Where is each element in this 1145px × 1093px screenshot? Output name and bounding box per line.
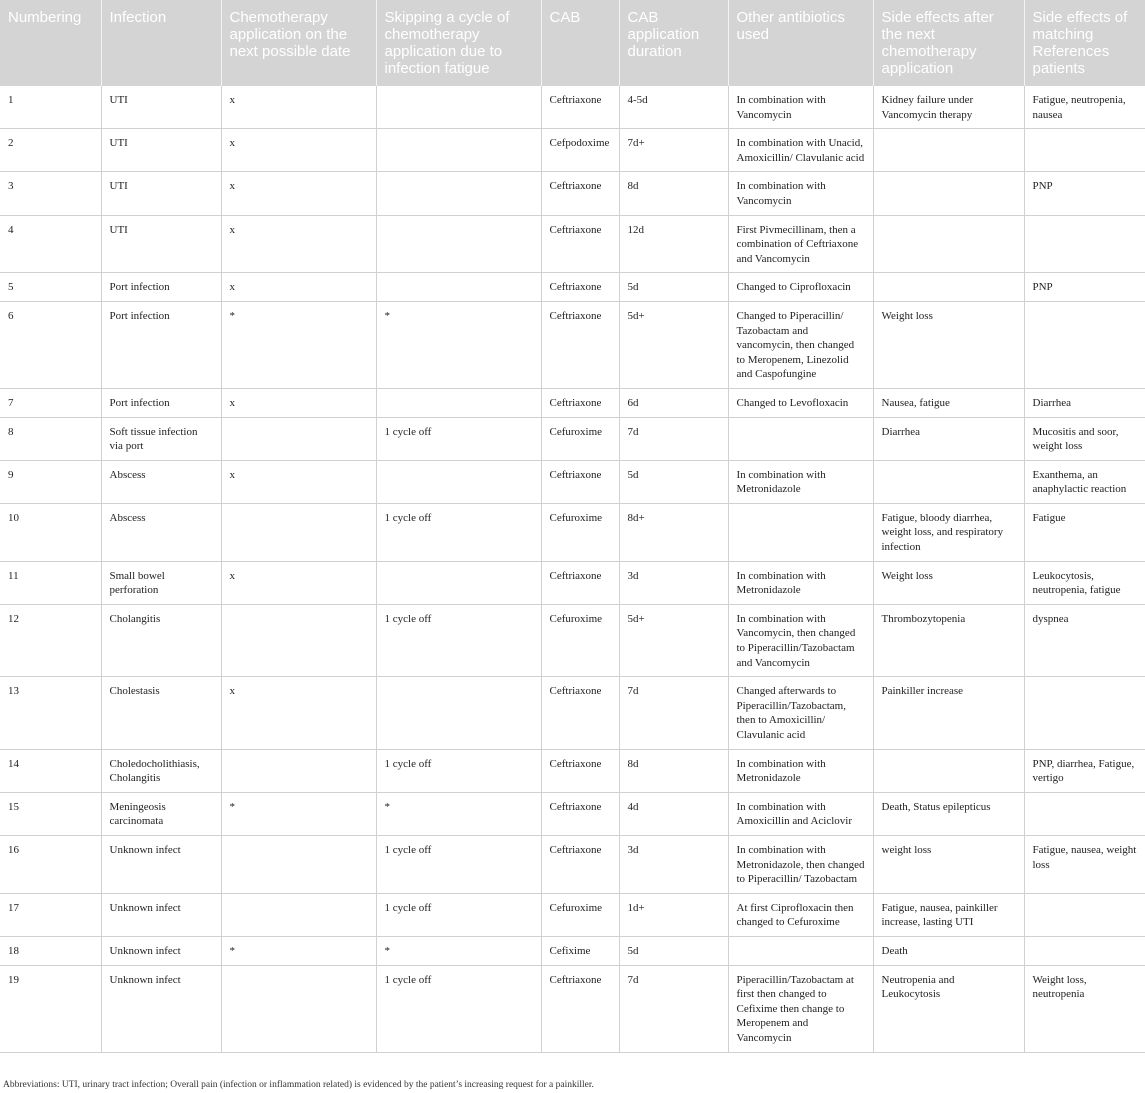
table-row (0, 936, 1145, 965)
cell-skipping-cycle (376, 273, 541, 302)
cell-numbering: 16 (0, 835, 101, 893)
cell-cab-duration: 5d (619, 460, 728, 503)
cell-numbering: 18 (0, 936, 101, 965)
cell-cab: Ceftriaxone (541, 460, 619, 503)
cell-chemo-next-date: x (221, 561, 376, 604)
cell-other-antibiotics: Changed to Ciprofloxacin (728, 273, 873, 302)
header-side-effects-next-chemo: Side effects after the next chemotherapy application (873, 0, 1024, 86)
cell-chemo-next-date (221, 893, 376, 936)
cell-side-effects-references: PNP (1024, 172, 1145, 215)
cell-cab-duration: 5d (619, 936, 728, 965)
cell-side-effects-next-chemo: Painkiller increase (873, 677, 1024, 749)
cell-side-effects-references (1024, 301, 1145, 388)
cell-cab: Ceftriaxone (541, 215, 619, 273)
cell-side-effects-next-chemo (873, 129, 1024, 172)
cell-chemo-next-date (221, 835, 376, 893)
cell-other-antibiotics: Changed to Piperacillin/ Tazobactam and vancomycin, then changed to Meropenem, Linezolid and Caspofungine (728, 301, 873, 388)
cell-numbering: 3 (0, 172, 101, 215)
cell-chemo-next-date: x (221, 460, 376, 503)
cell-cab-duration: 8d (619, 172, 728, 215)
cell-cab: Ceftriaxone (541, 388, 619, 417)
cell-skipping-cycle (376, 561, 541, 604)
cell-infection: Unknown infect (101, 835, 221, 893)
cell-numbering: 4 (0, 215, 101, 273)
cell-cab: Ceftriaxone (541, 835, 619, 893)
cell-skipping-cycle: * (376, 792, 541, 835)
cell-side-effects-references: Fatigue, neutropenia, nausea (1024, 86, 1145, 129)
cell-numbering: 9 (0, 460, 101, 503)
cell-cab-duration: 5d+ (619, 301, 728, 388)
table-row (0, 86, 1145, 129)
table-row (0, 172, 1145, 215)
cell-skipping-cycle (376, 677, 541, 749)
cell-skipping-cycle: 1 cycle off (376, 893, 541, 936)
cell-cab: Ceftriaxone (541, 301, 619, 388)
cell-cab-duration: 6d (619, 388, 728, 417)
table-body (0, 86, 1145, 1052)
cell-side-effects-references: Fatigue (1024, 503, 1145, 561)
header-numbering: Numbering (0, 0, 101, 86)
cell-other-antibiotics: In combination with Amoxicillin and Aciclovir (728, 792, 873, 835)
cell-cab: Ceftriaxone (541, 86, 619, 129)
header-infection: Infection (101, 0, 221, 86)
cell-side-effects-next-chemo: Death, Status epilepticus (873, 792, 1024, 835)
cell-side-effects-next-chemo: Neutropenia and Leukocytosis (873, 965, 1024, 1052)
cell-infection: Unknown infect (101, 936, 221, 965)
cell-other-antibiotics: In combination with Metronidazole (728, 749, 873, 792)
table-row (0, 965, 1145, 1052)
cell-chemo-next-date: * (221, 792, 376, 835)
cell-infection: Abscess (101, 503, 221, 561)
cell-side-effects-next-chemo: Thrombozytopenia (873, 604, 1024, 676)
cell-other-antibiotics: In combination with Unacid, Amoxicillin/ Clavulanic acid (728, 129, 873, 172)
cell-side-effects-next-chemo: Weight loss (873, 561, 1024, 604)
table-row (0, 215, 1145, 273)
cell-chemo-next-date: x (221, 129, 376, 172)
cell-side-effects-next-chemo: weight loss (873, 835, 1024, 893)
cell-infection: Small bowel perforation (101, 561, 221, 604)
cell-skipping-cycle (376, 215, 541, 273)
header-chemo-next-date: Chemotherapy application on the next possible date (221, 0, 376, 86)
cell-other-antibiotics (728, 417, 873, 460)
cell-side-effects-next-chemo: Kidney failure under Vancomycin therapy (873, 86, 1024, 129)
cell-side-effects-references: Diarrhea (1024, 388, 1145, 417)
cell-infection: Port infection (101, 301, 221, 388)
cell-chemo-next-date (221, 965, 376, 1052)
cell-cab: Cefpodoxime (541, 129, 619, 172)
cell-cab-duration: 7d+ (619, 129, 728, 172)
table-row (0, 503, 1145, 561)
cell-other-antibiotics: In combination with Metronidazole, then changed to Piperacillin/ Tazobactam (728, 835, 873, 893)
table-row (0, 417, 1145, 460)
cell-chemo-next-date: x (221, 388, 376, 417)
cell-infection: Port infection (101, 388, 221, 417)
cell-skipping-cycle: 1 cycle off (376, 604, 541, 676)
cell-skipping-cycle (376, 129, 541, 172)
cell-infection: Unknown infect (101, 965, 221, 1052)
cell-cab-duration: 7d (619, 417, 728, 460)
cell-cab: Ceftriaxone (541, 561, 619, 604)
header-side-effects-references: Side effects of matching References patients (1024, 0, 1145, 86)
cell-side-effects-references: Fatigue, nausea, weight loss (1024, 835, 1145, 893)
cell-side-effects-references: Leukocytosis, neutropenia, fatigue (1024, 561, 1145, 604)
table-row (0, 749, 1145, 792)
cell-chemo-next-date: x (221, 215, 376, 273)
cell-cab-duration: 3d (619, 835, 728, 893)
cell-skipping-cycle: * (376, 936, 541, 965)
cell-other-antibiotics: Changed afterwards to Piperacillin/Tazobactam, then to Amoxicillin/ Clavulanic acid (728, 677, 873, 749)
cell-side-effects-references: Weight loss, neutropenia (1024, 965, 1145, 1052)
cell-skipping-cycle: 1 cycle off (376, 417, 541, 460)
cell-infection: UTI (101, 215, 221, 273)
cell-side-effects-next-chemo (873, 273, 1024, 302)
cell-cab: Cefuroxime (541, 503, 619, 561)
cell-cab-duration: 5d (619, 273, 728, 302)
cell-chemo-next-date: x (221, 86, 376, 129)
cell-other-antibiotics: Piperacillin/Tazobactam at first then changed to Cefixime then change to Meropenem and Vancomycin (728, 965, 873, 1052)
cell-side-effects-references (1024, 893, 1145, 936)
cell-other-antibiotics: First Pivmecillinam, then a combination of Ceftriaxone and Vancomycin (728, 215, 873, 273)
header-cab: CAB (541, 0, 619, 86)
cell-cab: Cefuroxime (541, 417, 619, 460)
cell-cab-duration: 7d (619, 965, 728, 1052)
cell-side-effects-next-chemo (873, 460, 1024, 503)
cell-cab: Ceftriaxone (541, 172, 619, 215)
cell-side-effects-references (1024, 129, 1145, 172)
cell-skipping-cycle (376, 388, 541, 417)
table-row (0, 677, 1145, 749)
table-row (0, 301, 1145, 388)
cell-skipping-cycle (376, 86, 541, 129)
cell-numbering: 10 (0, 503, 101, 561)
cell-other-antibiotics: In combination with Metronidazole (728, 460, 873, 503)
cell-numbering: 17 (0, 893, 101, 936)
cell-side-effects-references (1024, 936, 1145, 965)
cell-numbering: 12 (0, 604, 101, 676)
cell-side-effects-next-chemo (873, 215, 1024, 273)
cell-side-effects-next-chemo: Fatigue, bloody diarrhea, weight loss, and respiratory infection (873, 503, 1024, 561)
cell-cab-duration: 8d (619, 749, 728, 792)
cell-cab: Cefuroxime (541, 893, 619, 936)
cell-skipping-cycle: 1 cycle off (376, 965, 541, 1052)
cell-numbering: 1 (0, 86, 101, 129)
cell-numbering: 13 (0, 677, 101, 749)
cell-numbering: 19 (0, 965, 101, 1052)
cell-skipping-cycle: 1 cycle off (376, 835, 541, 893)
cell-numbering: 15 (0, 792, 101, 835)
cell-cab-duration: 5d+ (619, 604, 728, 676)
cell-infection: Choledocholithiasis, Cholangitis (101, 749, 221, 792)
cell-chemo-next-date (221, 604, 376, 676)
cell-infection: Cholestasis (101, 677, 221, 749)
cell-cab: Ceftriaxone (541, 273, 619, 302)
cell-skipping-cycle: 1 cycle off (376, 749, 541, 792)
cell-other-antibiotics: In combination with Vancomycin (728, 86, 873, 129)
cell-side-effects-references: dyspnea (1024, 604, 1145, 676)
cell-infection: Abscess (101, 460, 221, 503)
cell-infection: Unknown infect (101, 893, 221, 936)
table-row (0, 893, 1145, 936)
cell-cab-duration: 1d+ (619, 893, 728, 936)
table-footnote: Abbreviations: UTI, urinary tract infection; Overall pain (infection or inflammation related) is evidenced by the patient’s increasing request for a painkiller. (3, 1080, 594, 1090)
cell-cab-duration: 3d (619, 561, 728, 604)
cell-cab: Cefixime (541, 936, 619, 965)
cell-infection: UTI (101, 86, 221, 129)
cell-numbering: 14 (0, 749, 101, 792)
cell-infection: Port infection (101, 273, 221, 302)
cell-side-effects-references: PNP, diarrhea, Fatigue, vertigo (1024, 749, 1145, 792)
cell-other-antibiotics: In combination with Metronidazole (728, 561, 873, 604)
cell-other-antibiotics: At first Ciprofloxacin then changed to Cefuroxime (728, 893, 873, 936)
header-other-antibiotics: Other antibiotics used (728, 0, 873, 86)
table-row (0, 835, 1145, 893)
cell-numbering: 8 (0, 417, 101, 460)
cell-chemo-next-date: x (221, 273, 376, 302)
cell-infection: UTI (101, 129, 221, 172)
table-row (0, 792, 1145, 835)
cell-side-effects-next-chemo: Diarrhea (873, 417, 1024, 460)
cell-skipping-cycle (376, 172, 541, 215)
header-row (0, 0, 1145, 86)
cell-cab: Ceftriaxone (541, 677, 619, 749)
cell-side-effects-references: Mucositis and soor, weight loss (1024, 417, 1145, 460)
cell-other-antibiotics (728, 503, 873, 561)
cell-cab-duration: 4-5d (619, 86, 728, 129)
cell-chemo-next-date: * (221, 936, 376, 965)
cell-chemo-next-date (221, 417, 376, 460)
cell-side-effects-references (1024, 677, 1145, 749)
cell-cab-duration: 7d (619, 677, 728, 749)
table-row (0, 561, 1145, 604)
cell-other-antibiotics: Changed to Levofloxacin (728, 388, 873, 417)
table-row (0, 460, 1145, 503)
cell-infection: Cholangitis (101, 604, 221, 676)
table-row (0, 273, 1145, 302)
cell-chemo-next-date: x (221, 677, 376, 749)
cell-side-effects-next-chemo: Weight loss (873, 301, 1024, 388)
cell-side-effects-next-chemo: Nausea, fatigue (873, 388, 1024, 417)
cell-chemo-next-date: x (221, 172, 376, 215)
cell-side-effects-references (1024, 792, 1145, 835)
cell-infection: UTI (101, 172, 221, 215)
cell-cab: Ceftriaxone (541, 965, 619, 1052)
cell-side-effects-references (1024, 215, 1145, 273)
header-skipping-cycle: Skipping a cycle of chemotherapy application due to infection fatigue (376, 0, 541, 86)
cell-numbering: 5 (0, 273, 101, 302)
cell-chemo-next-date (221, 503, 376, 561)
table-row (0, 129, 1145, 172)
cell-numbering: 11 (0, 561, 101, 604)
cell-side-effects-next-chemo: Death (873, 936, 1024, 965)
cell-other-antibiotics (728, 936, 873, 965)
cell-cab-duration: 8d+ (619, 503, 728, 561)
cell-cab: Ceftriaxone (541, 792, 619, 835)
cell-skipping-cycle: 1 cycle off (376, 503, 541, 561)
cell-side-effects-next-chemo: Fatigue, nausea, painkiller increase, lasting UTI (873, 893, 1024, 936)
cell-cab: Ceftriaxone (541, 749, 619, 792)
table-row (0, 388, 1145, 417)
cell-side-effects-next-chemo (873, 172, 1024, 215)
cell-side-effects-references: PNP (1024, 273, 1145, 302)
cell-side-effects-references: Exanthema, an anaphylactic reaction (1024, 460, 1145, 503)
cell-chemo-next-date (221, 749, 376, 792)
cell-other-antibiotics: In combination with Vancomycin (728, 172, 873, 215)
cell-cab: Cefuroxime (541, 604, 619, 676)
cell-infection: Soft tissue infection via port (101, 417, 221, 460)
cell-infection: Meningeosis carcinomata (101, 792, 221, 835)
header-cab-duration: CAB application duration (619, 0, 728, 86)
cell-skipping-cycle: * (376, 301, 541, 388)
cell-skipping-cycle (376, 460, 541, 503)
table-row (0, 604, 1145, 676)
cell-cab-duration: 4d (619, 792, 728, 835)
cell-numbering: 6 (0, 301, 101, 388)
cell-other-antibiotics: In combination with Vancomycin, then changed to Piperacillin/Tazobactam and Vancomycin (728, 604, 873, 676)
cell-numbering: 7 (0, 388, 101, 417)
cell-cab-duration: 12d (619, 215, 728, 273)
cell-numbering: 2 (0, 129, 101, 172)
cell-chemo-next-date: * (221, 301, 376, 388)
cell-side-effects-next-chemo (873, 749, 1024, 792)
